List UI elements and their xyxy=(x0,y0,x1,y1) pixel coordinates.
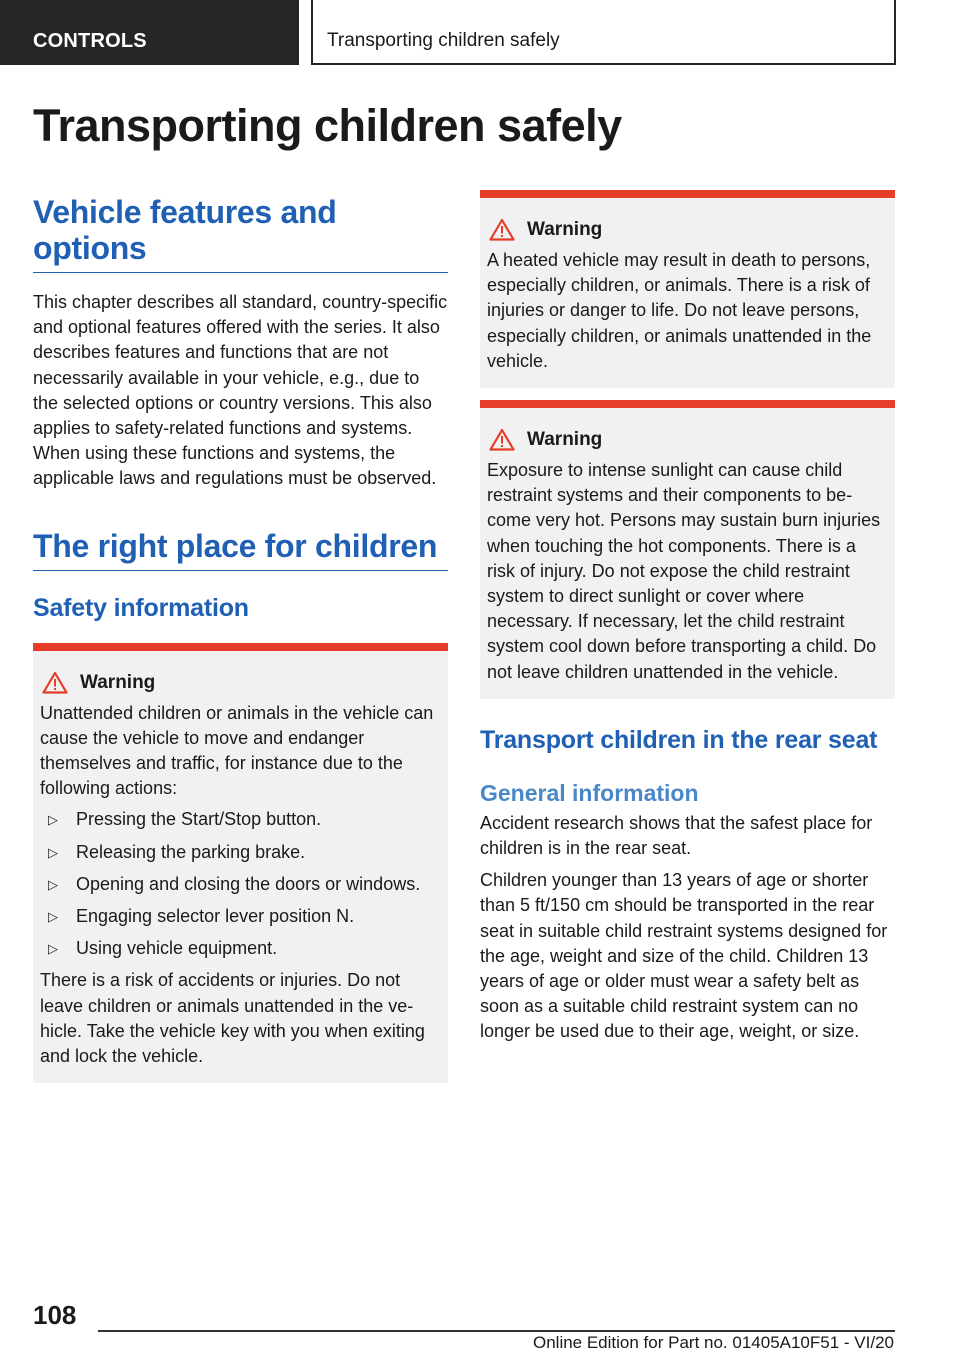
warning-label: Warning xyxy=(527,219,603,240)
right-column xyxy=(480,190,895,1045)
warning-action-list xyxy=(40,807,441,961)
warning-body: A heated vehicle may result in death to persons, especially children, or animals. There is a risk of injuries or danger to life. Do not leave persons, especially children, or animals unattended in the vehicle. xyxy=(487,250,872,371)
warning-header xyxy=(487,428,888,452)
left-column xyxy=(33,190,448,1083)
list-item: ▷ Pressing the Start/Stop button. xyxy=(40,807,441,832)
triangle-bullet-icon: ▷ xyxy=(48,844,58,860)
heading-rear-seat: Transport children in the rear seat xyxy=(480,725,878,754)
heading-vehicle-features: Vehicle features and options xyxy=(33,194,448,273)
page-title: Transporting children safely xyxy=(33,100,622,151)
header-section-label: CONTROLS xyxy=(0,0,299,65)
triangle-bullet-icon: ▷ xyxy=(48,909,58,925)
rear-seat-paragraph-1: Accident research shows that the safest place for children is in the rear seat. xyxy=(480,812,873,859)
vehicle-features-paragraph: This chapter describes all standard, country-specific and optional features offered with the series. It also describes features and functions that are not necessarily available in your vehicle, e.g., due to the selected options or country versions. This also applies to safety-related functions and systems. When using these functions and systems, the applicable laws and regulations must be observed. xyxy=(33,292,448,489)
heading-right-place: The right place for children xyxy=(33,528,448,571)
warning-header xyxy=(40,671,441,695)
footer-edition-text: Online Edition for Part no. 01405A10F51 - VI/20 xyxy=(532,1333,894,1352)
triangle-bullet-icon: ▷ xyxy=(48,876,58,892)
warning-triangle-icon xyxy=(489,218,517,242)
warning-box-heated-vehicle xyxy=(480,190,895,388)
warning-label: Warning xyxy=(527,429,603,451)
warning-box-sunlight xyxy=(480,400,895,699)
warning-box-unattended xyxy=(33,643,448,1084)
list-item: ▷ Releasing the parking brake. xyxy=(40,840,441,865)
warning-body: Exposure to intense sunlight can cause child restraint systems and their components to become very hot. Persons may sustain burn injuries when touching the hot components. There is a risk of injury. Do not expose the child restraint system to direct sunlight or cover where necessary. If necessary, let the child restraint system cool down before transporting a child. Do not leave children unattended in the vehicle. xyxy=(487,460,881,682)
warning-triangle-icon xyxy=(42,671,70,695)
list-item: ▷ Engaging selector lever position N. xyxy=(40,904,441,929)
header-chapter-title: Transporting children safely xyxy=(311,0,896,65)
list-item: ▷ Using vehicle equipment. xyxy=(40,936,441,961)
footer-divider xyxy=(98,1330,895,1332)
triangle-bullet-icon: ▷ xyxy=(48,812,58,828)
warning-label: Warning xyxy=(80,671,156,693)
warning-intro: Unattended children or animals in the vehicle can cause the vehicle to move and endanger themselves and traffic, for instance due to the following actions: xyxy=(40,702,434,799)
list-item: ▷ Opening and closing the doors or windows. xyxy=(40,872,441,897)
warning-triangle-icon xyxy=(489,428,517,452)
heading-safety-information: Safety information xyxy=(33,593,249,622)
subheading-general-information: General information xyxy=(480,779,699,806)
warning-outro: There is a risk of accidents or injuries. Do not leave children or animals unattended in the vehicle. Take the vehicle key with you when exiting and lock the vehicle. xyxy=(40,970,425,1067)
page-number: 108 xyxy=(33,1300,77,1330)
warning-header xyxy=(487,218,888,242)
rear-seat-paragraph-2: Children younger than 13 years of age or shorter than 5 ft/150 cm should be transported in the rear seat in suitable child restraint systems designed for the age, weight and size of the child. Children 13 years of age or older must wear a safety belt as soon as a suitable child restraint system can no longer be used due to their age, weight, or size. xyxy=(480,870,888,1042)
triangle-bullet-icon: ▷ xyxy=(48,941,58,957)
